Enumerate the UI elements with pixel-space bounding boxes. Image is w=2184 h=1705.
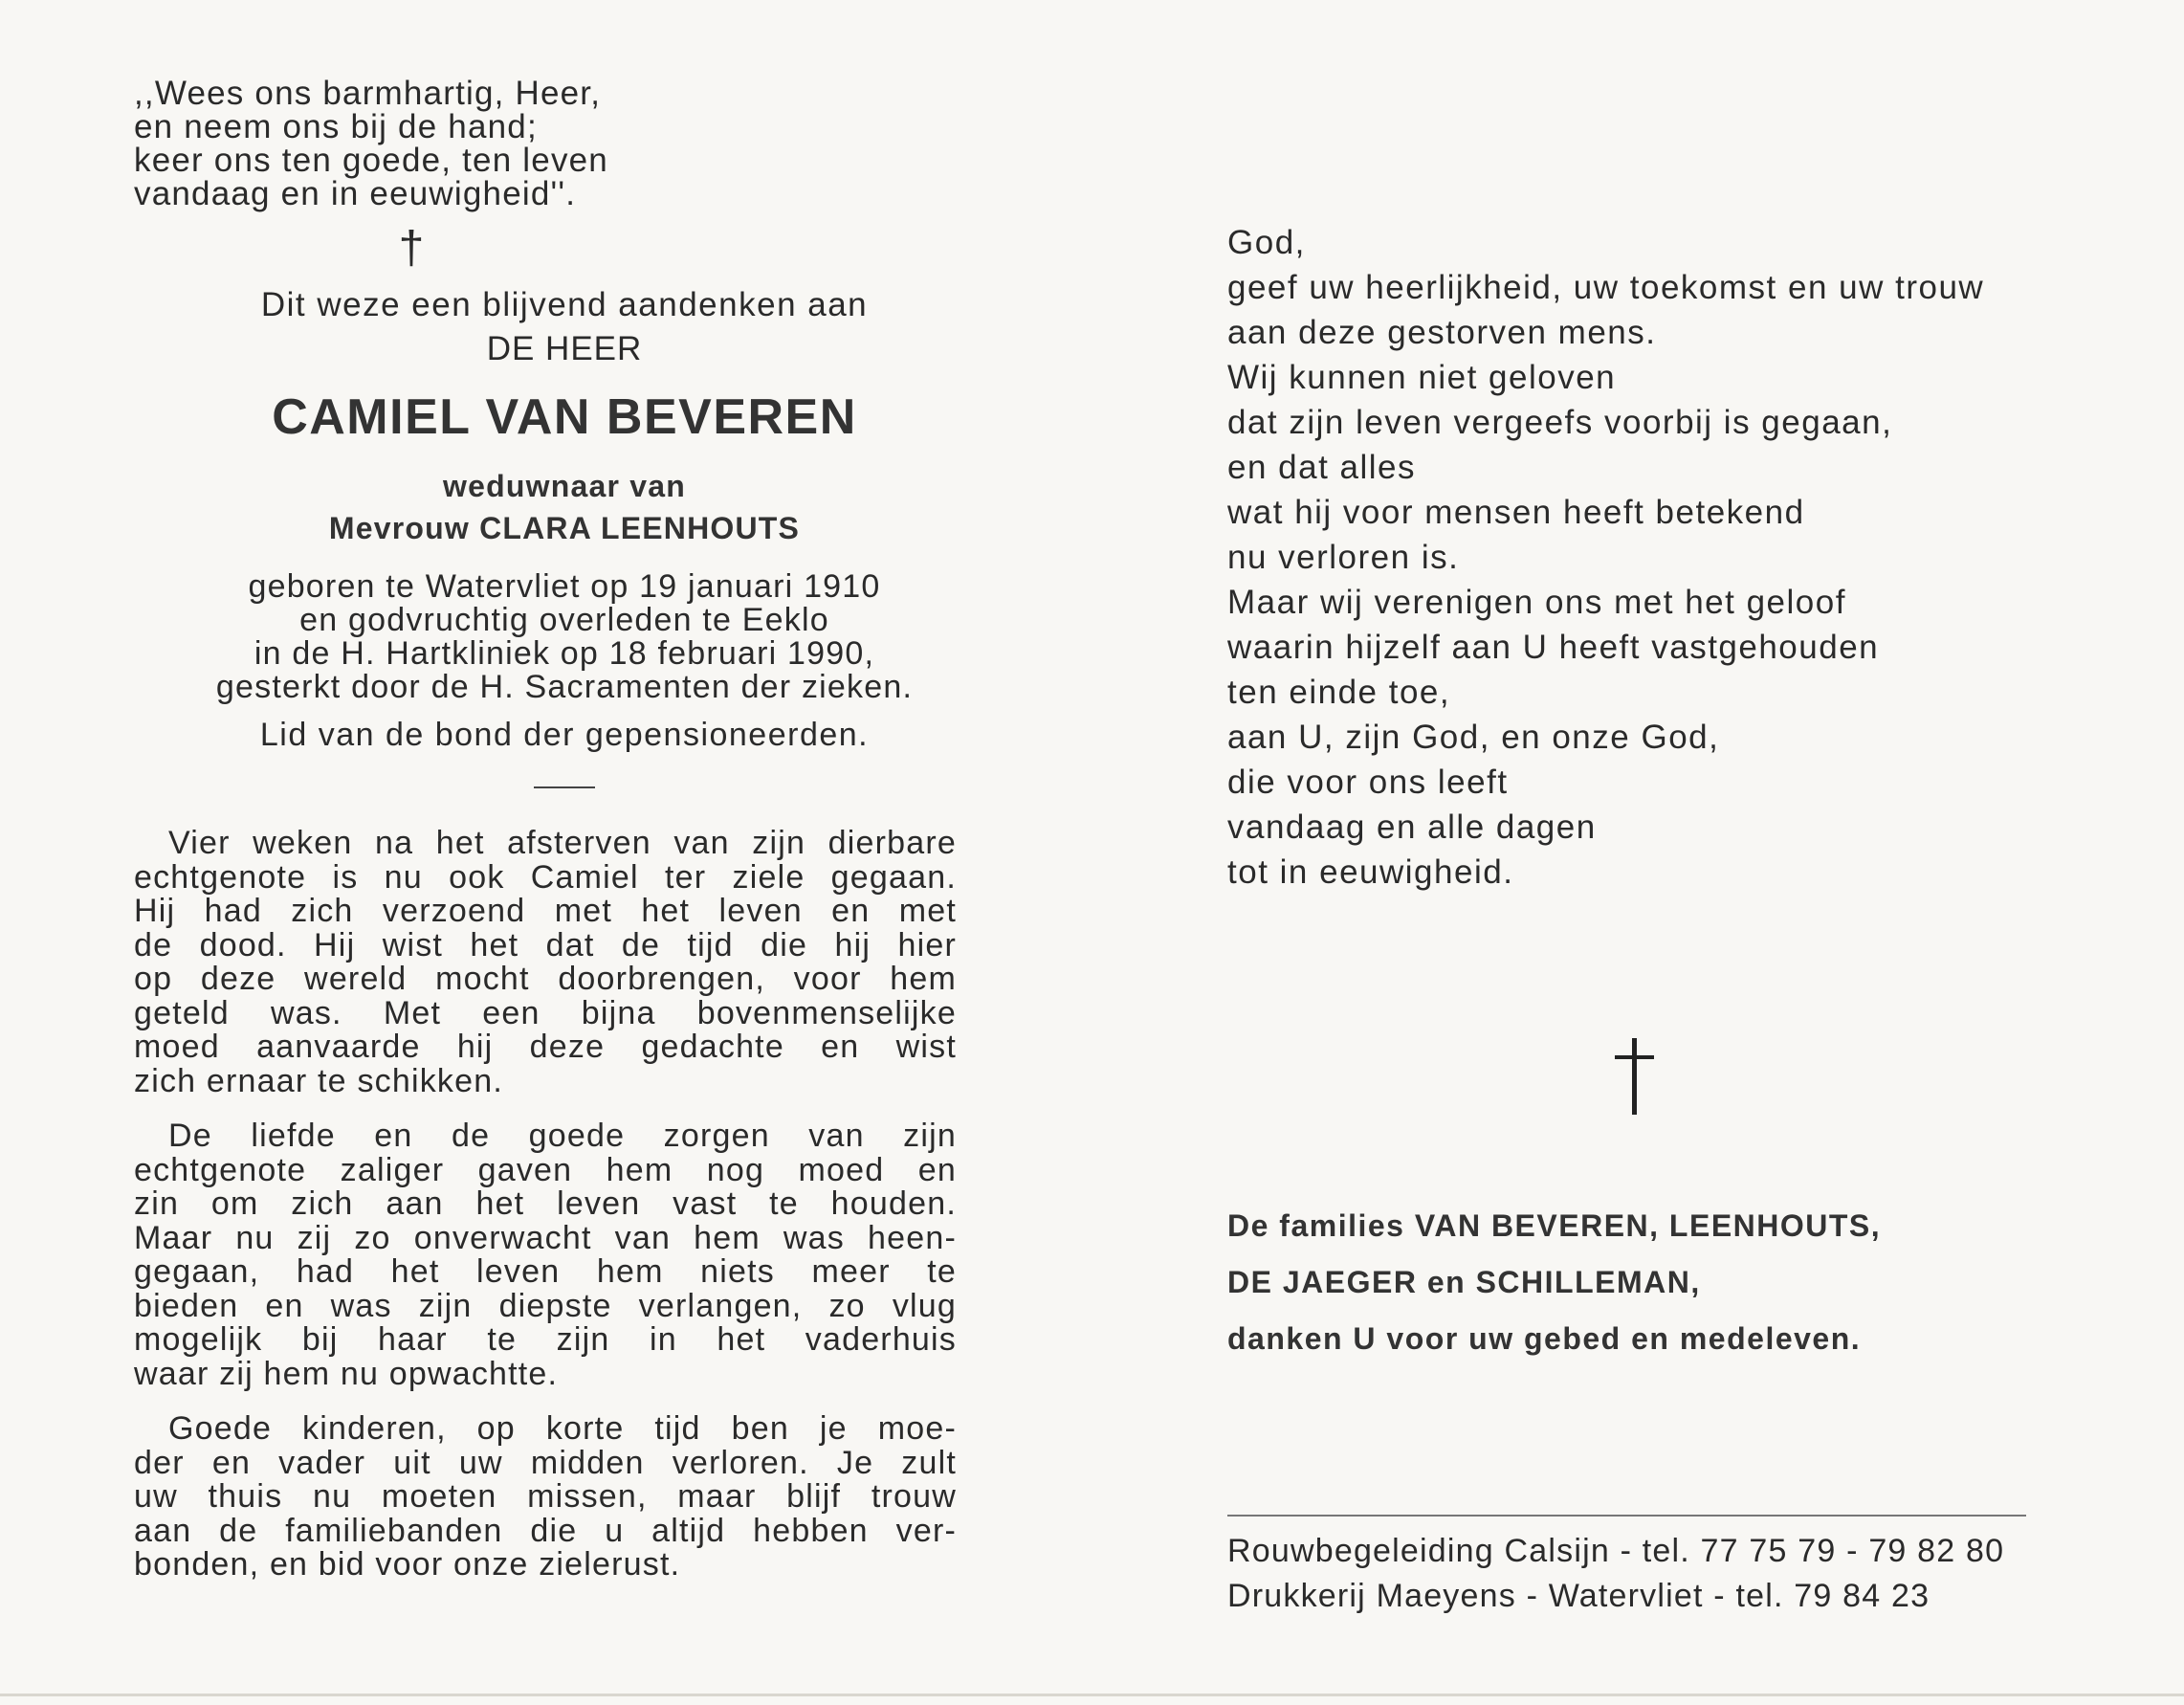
text-line: moed aanvaarde hij deze gedachte en wist xyxy=(134,1029,957,1065)
prayer-line: waarin hijzelf aan U heeft vastgehouden xyxy=(1227,629,1880,666)
title-prefix: DE HEER xyxy=(486,330,643,367)
prayer-line: geef uw heerlijkheid, uw toekomst en uw trouw xyxy=(1227,269,1985,306)
prayer-line: aan deze gestorven mens. xyxy=(1227,314,1657,351)
left-column xyxy=(134,77,966,1604)
text-line: Goede kinderen, op korte tijd ben je moe- xyxy=(168,1410,957,1447)
prayer-line: vandaag en alle dagen xyxy=(1227,808,1597,846)
relation-line: weduwnaar van xyxy=(443,469,686,503)
text-line: Hij had zich verzoend met het leven en met xyxy=(134,893,957,929)
text-line: op deze wereld mocht doorbrengen, voor hem xyxy=(134,961,957,997)
text-line: geteld was. Met een bijna bovenmenselijke xyxy=(134,994,957,1031)
prayer-line: God, xyxy=(1227,224,1306,261)
credit-line: Drukkerij Maeyens - Watervliet - tel. 79 84 23 xyxy=(1227,1578,1930,1614)
credit-line: Rouwbegeleiding Calsijn - tel. 77 75 79 - 79 82 80 xyxy=(1227,1533,2005,1569)
thanks-line: DE JAEGER en SCHILLEMAN, xyxy=(1227,1265,1701,1299)
text-line: waar zij hem nu opwachtte. xyxy=(134,1355,559,1392)
prayer-line: nu verloren is. xyxy=(1227,539,1460,576)
poem-line: ,,Wees ons barmhartig, Heer, xyxy=(134,75,602,112)
card-bottom-edge xyxy=(0,1694,2184,1696)
prayer-line: ten einde toe, xyxy=(1227,674,1451,711)
text-line: de dood. Hij wist het dat de tijd die hij hier xyxy=(134,926,957,963)
membership-line: Lid van de bond der gepensioneerden. xyxy=(259,717,870,753)
paragraph-3 xyxy=(134,1412,957,1583)
prayer-line: tot in eeuwigheid. xyxy=(1227,853,1514,891)
text-line: echtgenote zaliger gaven hem nog moed en xyxy=(134,1151,957,1188)
footer-rule xyxy=(1227,1515,2026,1517)
bio-line: en godvruchtig overleden te Eeklo xyxy=(299,602,829,638)
poem-line: en neem ons bij de hand; xyxy=(134,108,538,145)
prayer-line: dat zijn leven vergeefs voorbij is gegaan, xyxy=(1227,404,1893,441)
text-line: echtgenote is nu ook Camiel ter ziele gegaan. xyxy=(134,858,957,896)
deceased-header xyxy=(134,283,995,788)
prayer-line: en dat alles xyxy=(1227,449,1417,486)
remembrance-line: Dit weze een blijvend aandenken aan xyxy=(260,286,869,323)
family-thanks xyxy=(1227,1198,2088,1367)
printer-credits xyxy=(1227,1529,2088,1619)
deceased-name: CAMIEL VAN BEVEREN xyxy=(272,389,857,445)
text-line: Maar nu zij zo onverwacht van hem was heen- xyxy=(134,1219,957,1256)
text-line: zich ernaar te schikken. xyxy=(134,1062,503,1099)
text-line: der en vader uit uw midden verloren. Je zult xyxy=(134,1444,957,1481)
poem-line: vandaag en in eeuwigheid''. xyxy=(134,175,577,212)
text-line: mogelijk bij haar te zijn in het vaderhuis xyxy=(134,1321,957,1358)
prayer-line: aan U, zijn God, en onze God, xyxy=(1227,719,1720,756)
text-line: bieden en was zijn diepste verlangen, zo vlug xyxy=(134,1287,957,1324)
bio-line: gesterkt door de H. Sacramenten der zieken. xyxy=(215,669,914,705)
text-line: aan de familiebanden die u altijd hebben ver- xyxy=(134,1512,957,1549)
thanks-line: De families VAN BEVEREN, LEENHOUTS, xyxy=(1227,1208,1882,1243)
opening-poem xyxy=(134,77,966,210)
bio-line: in de H. Hartkliniek op 18 februari 1990, xyxy=(254,635,875,672)
text-line: De liefde en de goede zorgen van zijn xyxy=(168,1118,957,1154)
poem-line: keer ons ten goede, ten leven xyxy=(134,142,608,179)
paragraph-2 xyxy=(134,1119,957,1391)
text-line: Vier weken na het afsterven van zijn dierbare xyxy=(168,825,957,861)
prayer-text xyxy=(1227,220,2088,895)
spouse-name: Mevrouw CLARA LEENHOUTS xyxy=(328,511,801,545)
prayer-line: Wij kunnen niet geloven xyxy=(1227,359,1617,396)
separator-dash xyxy=(534,786,595,788)
text-line: bonden, en bid voor onze zielerust. xyxy=(134,1546,681,1583)
thanks-line: danken U voor uw gebed en medeleven. xyxy=(1227,1321,1862,1356)
paragraph-1 xyxy=(134,827,957,1098)
prayer-line: Maar wij verenigen ons met het geloof xyxy=(1227,584,1846,621)
small-cross-icon: † xyxy=(398,223,425,274)
text-line: zin om zich aan het leven vast te houden. xyxy=(134,1185,957,1222)
prayer-line: wat hij voor mensen heeft betekend xyxy=(1227,494,1805,531)
bio-line: geboren te Watervliet op 19 januari 1910 xyxy=(248,568,881,605)
biography xyxy=(134,570,995,704)
text-line: gegaan, had het leven hem niets meer te xyxy=(134,1253,957,1290)
large-cross-icon xyxy=(1615,1038,1653,1115)
text-line: uw thuis nu moeten missen, maar blijf trouw xyxy=(134,1478,957,1515)
prayer-line: die voor ons leeft xyxy=(1227,764,1509,801)
